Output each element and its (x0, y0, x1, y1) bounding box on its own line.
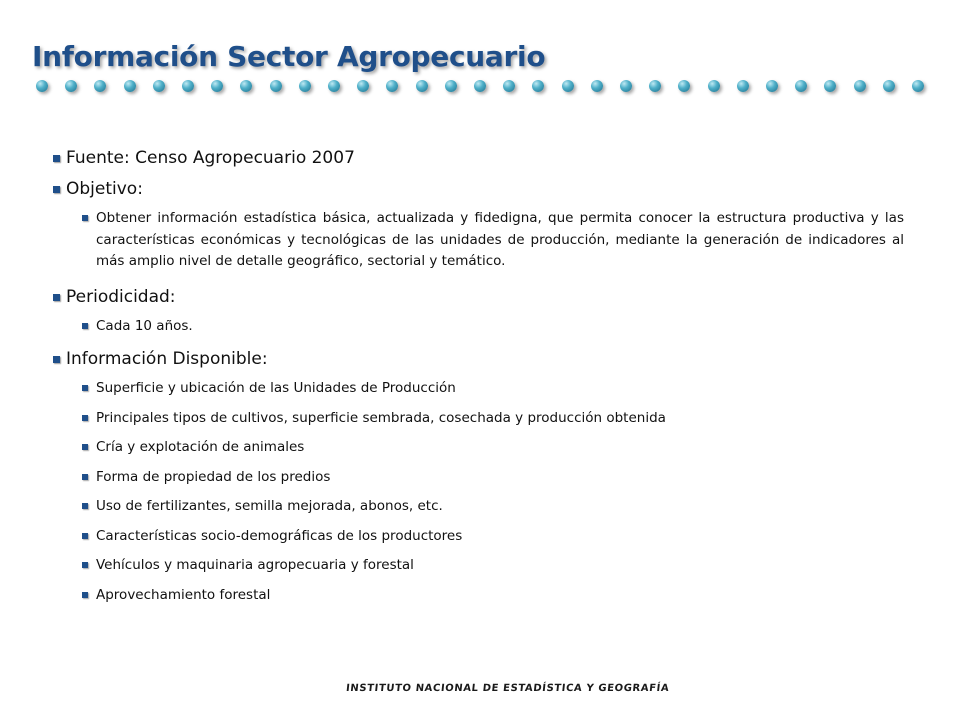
section-heading-source (52, 146, 904, 170)
dot-icon (474, 80, 486, 92)
dot-icon (153, 80, 165, 92)
list-item-text: Superficie y ubicación de las Unidades de Producción (96, 380, 456, 396)
dot-icon (912, 80, 924, 92)
square-bullet-icon (82, 415, 88, 421)
list-item-text: Forma de propiedad de los predios (96, 468, 331, 485)
slide-title: Información Sector Agropecuario (32, 40, 546, 73)
dot-icon (795, 80, 807, 92)
dot-icon (824, 80, 836, 92)
square-bullet-icon (82, 533, 88, 539)
dot-icon (445, 80, 457, 92)
dot-icon (386, 80, 398, 92)
dot-icon (737, 80, 749, 92)
dot-icon (503, 80, 515, 92)
list-item (52, 467, 904, 489)
list-item (52, 526, 904, 548)
dot-icon (182, 80, 194, 92)
dot-icon (416, 80, 428, 92)
dot-icon (270, 80, 282, 92)
section-heading-periodicity (52, 285, 904, 309)
periodicity-item (52, 316, 904, 338)
dot-icon (357, 80, 369, 92)
list-item (52, 408, 904, 430)
dot-icon (883, 80, 895, 92)
square-bullet-icon (53, 186, 60, 193)
dot-icon (65, 80, 77, 92)
square-bullet-icon (53, 356, 60, 363)
square-bullet-icon (82, 474, 88, 480)
objective-item-text: Obtener información estadística básica, actualizada y fidedigna, que permita conocer la estructura productiva y las características económicas y tecnológicas de las unidades de producción, mediante la generación de indicadores al más amplio nivel de detalle geográfico, sectorial y temático. (96, 210, 904, 269)
dot-icon (36, 80, 48, 92)
section-heading-objective (52, 177, 904, 201)
objective-item (52, 208, 904, 273)
dot-icon (649, 80, 661, 92)
list-item (52, 555, 904, 577)
dot-icon (328, 80, 340, 92)
dot-icon (299, 80, 311, 92)
list-item-text: Vehículos y maquinaria agropecuaria y forestal (96, 557, 414, 573)
dot-icon (766, 80, 778, 92)
section-heading-available-info (52, 347, 904, 371)
decorative-dot-row (30, 78, 930, 96)
dot-icon (240, 80, 252, 92)
section-heading-text: Fuente: Censo Agropecuario 2007 (66, 148, 355, 168)
periodicity-item-text: Cada 10 años. (96, 317, 193, 334)
square-bullet-icon (82, 444, 88, 450)
square-bullet-icon (82, 562, 88, 568)
section-heading-text: Objetivo: (66, 179, 143, 199)
list-item-text: Principales tipos de cultivos, superficie sembrada, cosechada y producción obtenida (96, 409, 666, 426)
institution-footer: INSTITUTO NACIONAL DE ESTADÍSTICA Y GEOGRAFÍA (345, 683, 670, 694)
square-bullet-icon (82, 592, 88, 598)
square-bullet-icon (53, 155, 60, 162)
list-item (52, 496, 904, 518)
section-heading-text: Periodicidad: (66, 286, 176, 307)
square-bullet-icon (82, 215, 88, 221)
square-bullet-icon (82, 503, 88, 509)
dot-icon (211, 80, 223, 92)
slide-content (52, 146, 904, 614)
list-item-text: Cría y explotación de animales (96, 439, 305, 455)
dot-icon (591, 80, 603, 92)
square-bullet-icon (82, 323, 88, 329)
list-item (52, 437, 904, 459)
dot-icon (94, 80, 106, 92)
list-item (52, 585, 904, 607)
dot-icon (620, 80, 632, 92)
dot-icon (124, 80, 136, 92)
square-bullet-icon (82, 385, 88, 391)
dot-icon (854, 80, 866, 92)
dot-icon (562, 80, 574, 92)
list-item (52, 378, 904, 400)
dot-icon (678, 80, 690, 92)
section-heading-text: Información Disponible: (66, 349, 268, 369)
dot-icon (532, 80, 544, 92)
list-item-text: Características socio-demográficas de los productores (96, 527, 463, 544)
square-bullet-icon (53, 294, 60, 301)
list-item-text: Aprovechamiento forestal (96, 586, 271, 603)
list-item-text: Uso de fertilizantes, semilla mejorada, abonos, etc. (96, 498, 443, 514)
dot-icon (708, 80, 720, 92)
